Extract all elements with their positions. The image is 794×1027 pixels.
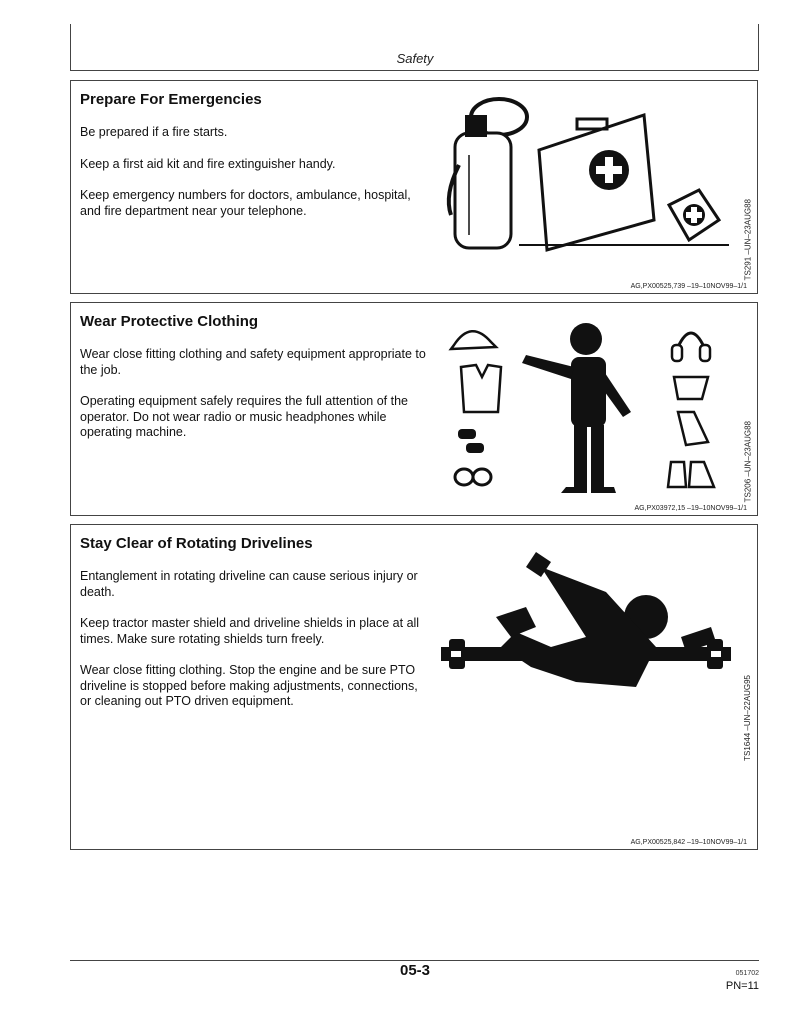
protective-clothing-illustration xyxy=(446,317,726,497)
first-aid-kit-icon xyxy=(519,115,729,250)
image-code: TS1644 –UN–22AUG95 xyxy=(743,675,752,761)
paragraph: Wear close fitting clothing. Stop the engine and be sure PTO driveline is stopped before making adjustments, connections, or cleaning out PTO driven equipment. xyxy=(80,663,418,708)
section-wear-protective-clothing xyxy=(70,302,758,516)
image-code: TS206 –UN–23AUG88 xyxy=(743,421,752,503)
emergency-illustration xyxy=(439,95,729,255)
paragraph: Keep a first aid kit and fire extinguisher handy. xyxy=(80,156,336,171)
reference-code: AG,PX00525,739 –19–10NOV99–1/1 xyxy=(630,283,747,290)
driveline-entanglement-icon xyxy=(441,547,731,707)
page-number: 05-3 xyxy=(399,962,431,979)
pn-label: PN=11 xyxy=(725,980,759,992)
header-rule xyxy=(70,70,759,71)
paragraph: Be prepared if a fire starts. xyxy=(80,125,228,139)
face-shield-icon xyxy=(674,377,708,399)
section-body xyxy=(80,347,430,457)
section-title: Wear Protective Clothing xyxy=(80,313,259,330)
image-code: TS291 –UN–23AUG88 xyxy=(743,199,752,281)
boots-icon xyxy=(668,462,714,487)
earplugs-icon xyxy=(458,429,484,453)
worker-icon xyxy=(522,323,631,493)
safety-vest-icon xyxy=(461,365,501,412)
document-code: 051702 xyxy=(735,970,759,977)
section-body xyxy=(80,125,430,235)
section-title: Stay Clear of Rotating Drivelines xyxy=(80,535,313,552)
fire-extinguisher-icon xyxy=(449,99,527,248)
section-prepare-for-emergencies xyxy=(70,80,758,294)
hard-hat-icon xyxy=(451,331,496,349)
paragraph: Wear close fitting clothing and safety equipment appropriate to the job. xyxy=(80,347,426,377)
page-header-title: Safety xyxy=(396,51,434,66)
footer-rule xyxy=(70,960,759,961)
paragraph: Keep emergency numbers for doctors, ambulance, hospital, and fire department near your telephone. xyxy=(80,188,411,218)
paragraph: Keep tractor master shield and driveline shields in place at all times. Make sure rotating shields turn freely. xyxy=(80,616,420,646)
section-title: Prepare For Emergencies xyxy=(80,91,262,108)
section-stay-clear-of-rotating-drivelines xyxy=(70,524,758,850)
section-body xyxy=(80,569,430,726)
gloves-icon xyxy=(678,412,708,445)
reference-code: AG,PX00525,842 –19–10NOV99–1/1 xyxy=(630,839,747,846)
paragraph: Operating equipment safely requires the full attention of the operator. Do not wear radio or music headphones while operating machine. xyxy=(80,394,408,439)
goggles-icon xyxy=(455,469,491,485)
paragraph: Entanglement in rotating driveline can cause serious injury or death. xyxy=(80,569,418,599)
earmuffs-icon xyxy=(672,333,710,361)
reference-code: AG,PX03972,15 –19–10NOV99–1/1 xyxy=(634,505,747,512)
